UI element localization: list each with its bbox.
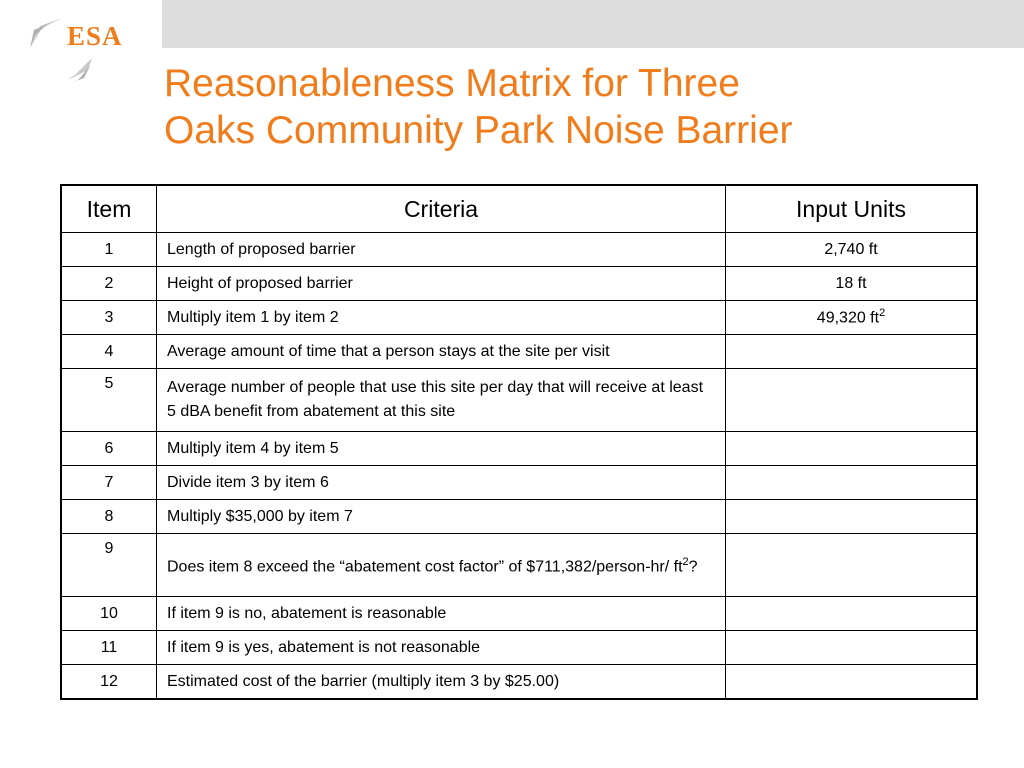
- table-row: [61, 631, 977, 665]
- item-cell: 12: [61, 665, 157, 700]
- input-units-cell[interactable]: [726, 466, 978, 500]
- criteria-cell: If item 9 is no, abatement is reasonable: [157, 597, 726, 631]
- units-value: 49,320 ft: [816, 309, 880, 327]
- item-cell: 2: [61, 267, 157, 301]
- logo-wordmark: ESA: [67, 21, 123, 51]
- criteria-cell: If item 9 is yes, abatement is not reasonable: [157, 631, 726, 665]
- table-row: [61, 267, 977, 301]
- criteria-cell: Estimated cost of the barrier (multiply item 3 by $25.00): [157, 665, 726, 700]
- criteria-cell: Multiply item 4 by item 5: [157, 432, 726, 466]
- criteria-cell: Average amount of time that a person stays at the site per visit: [157, 335, 726, 369]
- criteria-cell: Multiply item 1 by item 2: [157, 301, 726, 335]
- table-row: [61, 665, 977, 700]
- criteria-cell: Length of proposed barrier: [157, 233, 726, 267]
- input-units-cell[interactable]: [726, 335, 978, 369]
- header-criteria: Criteria: [157, 185, 726, 233]
- criteria-tail: ?: [688, 558, 698, 576]
- item-cell: 6: [61, 432, 157, 466]
- criteria-cell: Divide item 3 by item 6: [157, 466, 726, 500]
- header-input-units: Input Units: [726, 185, 978, 233]
- header-item: Item: [61, 185, 157, 233]
- table-row: [61, 369, 977, 432]
- table-row: [61, 301, 977, 335]
- item-cell: 5: [61, 369, 157, 432]
- table-row: [61, 500, 977, 534]
- table-row: [61, 432, 977, 466]
- table-row: [61, 335, 977, 369]
- item-cell: 8: [61, 500, 157, 534]
- criteria-cell: Height of proposed barrier: [157, 267, 726, 301]
- item-cell: 7: [61, 466, 157, 500]
- table-row: [61, 534, 977, 597]
- item-cell: 3: [61, 301, 157, 335]
- input-units-cell[interactable]: [726, 534, 978, 597]
- criteria-text: Does item 8 exceed the “abatement cost factor” of $711,382/person-hr/ ft: [167, 558, 683, 576]
- criteria-cell: Multiply $35,000 by item 7: [157, 500, 726, 534]
- item-cell: 10: [61, 597, 157, 631]
- input-units-cell[interactable]: 2,740 ft: [726, 233, 978, 267]
- item-cell: 4: [61, 335, 157, 369]
- input-units-cell[interactable]: 18 ft: [726, 267, 978, 301]
- item-cell: 11: [61, 631, 157, 665]
- input-units-cell[interactable]: [726, 500, 978, 534]
- table-row: [61, 233, 977, 267]
- input-units-cell[interactable]: [726, 432, 978, 466]
- input-units-cell[interactable]: [726, 631, 978, 665]
- item-cell: 1: [61, 233, 157, 267]
- criteria-cell: [157, 534, 726, 597]
- title-line-2: Oaks Community Park Noise Barrier: [164, 109, 793, 152]
- table-row: [61, 466, 977, 500]
- input-units-cell[interactable]: [726, 597, 978, 631]
- criteria-cell: Average number of people that use this site per day that will receive at least 5 dBA benefit from abatement at this site: [157, 369, 726, 432]
- input-units-cell[interactable]: [726, 665, 978, 700]
- table-header-row: [61, 185, 977, 233]
- table-row: [61, 597, 977, 631]
- title-line-1: Reasonableness Matrix for Three: [164, 62, 740, 105]
- units-superscript: 2: [879, 307, 886, 320]
- criteria-superscript: 2: [682, 556, 689, 569]
- input-units-cell[interactable]: [726, 369, 978, 432]
- reasonableness-matrix-table: [60, 184, 978, 700]
- item-cell: 9: [61, 534, 157, 597]
- page-title: [164, 60, 1004, 154]
- header-band: [162, 0, 1024, 48]
- input-units-cell[interactable]: [726, 301, 978, 335]
- esa-logo: [28, 18, 138, 88]
